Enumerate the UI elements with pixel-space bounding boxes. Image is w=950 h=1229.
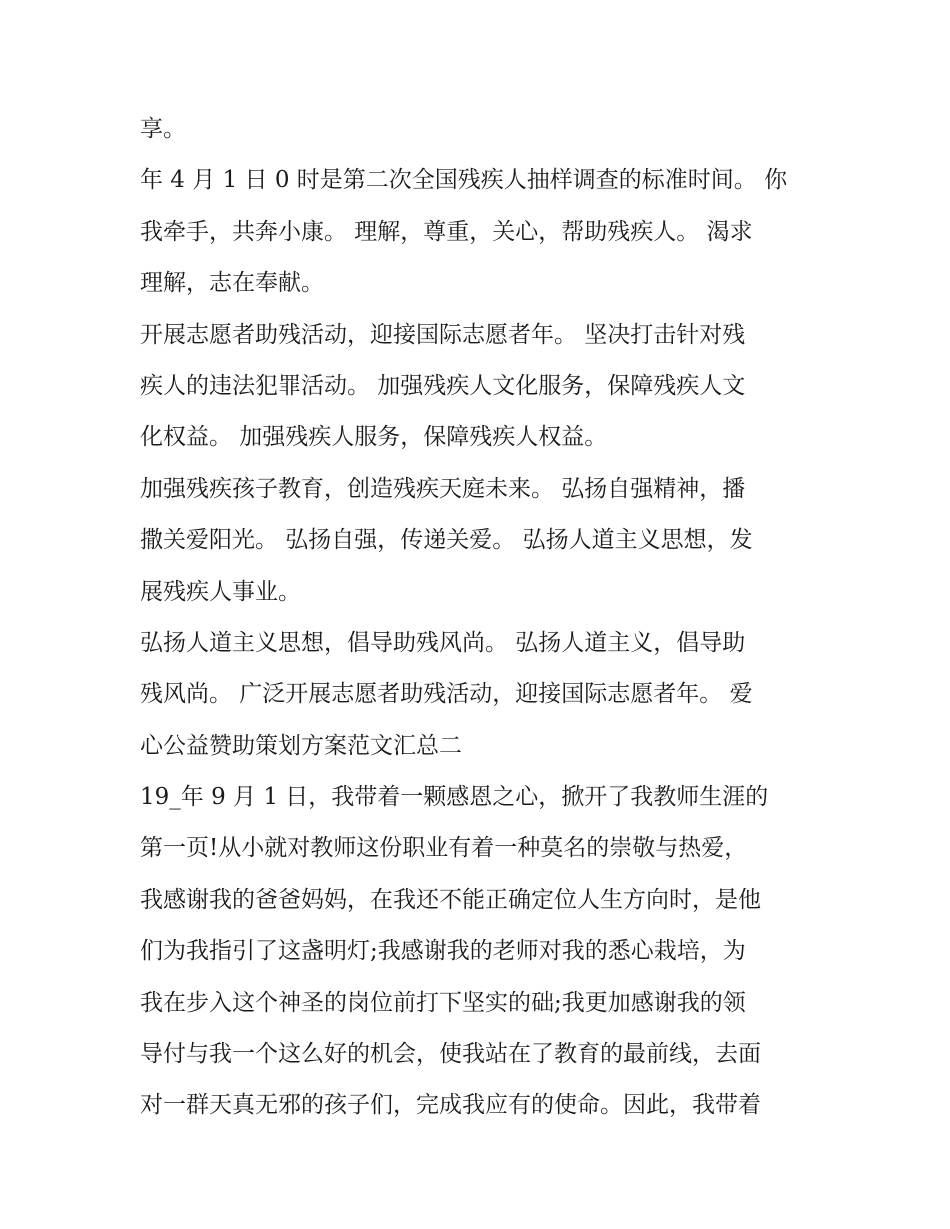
text-line: 我牵手，共奔小康。 理解，尊重，关心，帮助残疾人。 渴求 (140, 218, 753, 245)
text-line: 展残疾人事业。 (140, 578, 301, 605)
text-line: 我在步入这个神圣的岗位前打下坚实的础;我更加感谢我的领 (140, 989, 746, 1016)
text-line: 19_年 9 月 1 日，我带着一颗感恩之心，掀开了我教师生涯的 (140, 784, 769, 811)
text-line: 理解，志在奉献。 (140, 270, 324, 297)
text-line: 开展志愿者助残活动，迎接国际志愿者年。 坚决打击针对残 (140, 321, 746, 348)
text-line: 年 4 月 1 日 0 时是第二次全国残疾人抽样调查的标准时间。 你 (140, 167, 788, 194)
text-line: 残风尚。 广泛开展志愿者助残活动，迎接国际志愿者年。 爱 (140, 681, 753, 708)
text-line: 弘扬人道主义思想，倡导助残风尚。 弘扬人道主义，倡导助 (140, 629, 746, 656)
text-line: 们为我指引了这盏明灯;我感谢我的老师对我的悉心栽培，为 (140, 938, 746, 965)
text-line: 导付与我一个这么好的机会，使我站在了教育的最前线，去面 (140, 1041, 761, 1068)
text-line: 化权益。 加强残疾人服务，保障残疾人权益。 (140, 424, 608, 451)
text-line: 加强残疾孩子教育，创造残疾天庭未来。 弘扬自强精神，播 (140, 475, 746, 502)
text-line: 疾人的违法犯罪活动。 加强残疾人文化服务，保障残疾人文 (140, 372, 746, 399)
text-line: 对一群天真无邪的孩子们，完成我应有的使命。因此，我带着 (140, 1092, 761, 1119)
text-line: 撒关爱阳光。 弘扬自强，传递关爱。 弘扬人道主义思想，发 (140, 527, 753, 554)
text-line: 我感谢我的爸爸妈妈，在我还不能正确定位人生方向时，是他 (140, 886, 761, 913)
text-line: 享。 (140, 116, 186, 142)
document-body (140, 104, 820, 1132)
text-line: 第一页!从小就对教师这份职业有着一种莫名的崇敬与热爱， (140, 835, 748, 862)
section-heading: 心公益赞助策划方案范文汇总二 (140, 732, 462, 759)
